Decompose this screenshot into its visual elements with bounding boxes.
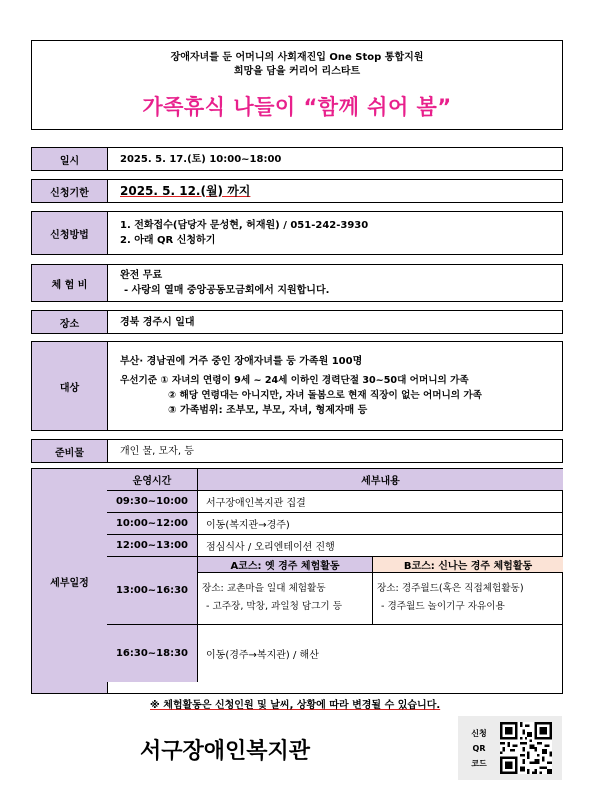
qr-label [464,726,494,771]
target-line3: ② 해당 연령대는 아니지만, 자녀 돌봄으로 현재 직장이 없는 어머니의 가족 [168,390,482,401]
fee-line2: - 사랑의 열매 중앙공동모금회에서 지원합니다. [124,285,330,296]
fee-line1: 완전 무료 [120,270,163,281]
notice-text: ※ 체험활동은 신청인원 및 날씨, 상황에 따라 변경될 수 있습니다. [150,700,441,711]
value-place: 경북 경주시 일대 [120,316,195,328]
course-b-line1: 장소: 경주월드(혹은 직접체험활동) [377,583,524,594]
time-cell: 16:30~18:30 [107,624,198,682]
qr-label-3: 코드 [471,759,487,768]
row-method [31,211,563,255]
course-a-line2: - 고주장, 막창, 과일청 담그기 등 [206,601,343,612]
row-deadline [31,179,563,203]
target-line2: 우선기준 ① 자녀의 연령이 9세 ~ 24세 이하인 경력단절 30~50대 어머니의 가족 [120,375,469,386]
label-method: 신청방법 [32,212,108,254]
row-place [31,310,563,334]
time-cell: 13:00~16:30 [107,556,198,624]
course-a-detail [198,572,373,624]
time-cell: 09:30~10:00 [107,490,198,512]
label-schedule: 세부일정 [32,469,108,693]
label-place: 장소 [32,311,108,333]
label-fee: 체 험 비 [32,265,108,301]
row-date [31,147,563,171]
value-deadline: 2025. 5. 12.(월) 까지 [120,183,251,198]
row-target [31,341,563,431]
detail-cell: 점심식사 / 오리엔테이션 진행 [198,534,564,556]
col-time-header: 운영시간 [107,469,198,490]
label-deadline: 신청기한 [32,180,108,202]
time-cell: 10:00~12:00 [107,512,198,534]
detail-cell: 이동(복지관→경주) [198,512,564,534]
method-line1: 1. 전화접수(담당자 문성현, 허재원) / 051-242-3930 [120,220,369,231]
qr-label-1: 신청 [471,729,487,738]
target-line1: 부산· 경남권에 거주 중인 장애자녀를 둥 가족원 100명 [120,356,363,367]
row-prep [31,439,563,463]
label-prep: 준비물 [32,440,108,462]
label-target: 대상 [32,342,108,430]
detail-cell: 서구장애인복지관 집결 [198,490,564,512]
qr-label-2: QR [472,744,486,753]
target-line4: ③ 가족범위: 조부모, 부모, 자녀, 형제자매 등 [168,405,368,416]
label-date: 일시 [32,148,108,170]
header-line2: 희망을 담을 커리어 리스타트 [233,66,361,77]
value-prep: 개인 물, 모자, 등 [120,445,194,457]
header-box [31,40,563,130]
value-date: 2025. 5. 17.(토) 10:00~18:00 [120,153,282,165]
row-fee [31,264,563,302]
time-cell: 12:00~13:00 [107,534,198,556]
qr-box [458,716,562,780]
course-b-detail [373,572,564,624]
header-line1: 장애자녀를 둔 어머니의 사회재진입 One Stop 통합지원 [170,52,424,63]
course-b-line2: - 경주월드 놀이기구 자유이용 [381,601,505,612]
col-detail-header: 세부내용 [198,469,564,490]
course-a-title: A코스: 옛 경주 체험활동 [198,556,373,572]
organization-name: 서구장애인복지관 [140,739,311,764]
page-title: 가족휴식 나들이 “함께 쉬어 봄” [142,95,452,119]
method-line2: 2. 아래 QR 신청하기 [120,235,216,246]
course-a-line1: 장소: 교촌마을 일대 체험활동 [202,583,326,594]
course-b-title: B코스: 신나는 경주 체험활동 [373,556,564,572]
schedule-table [31,468,563,694]
detail-cell: 이동(경주→복지관) / 해산 [198,624,564,682]
qr-code-icon[interactable] [500,722,552,774]
